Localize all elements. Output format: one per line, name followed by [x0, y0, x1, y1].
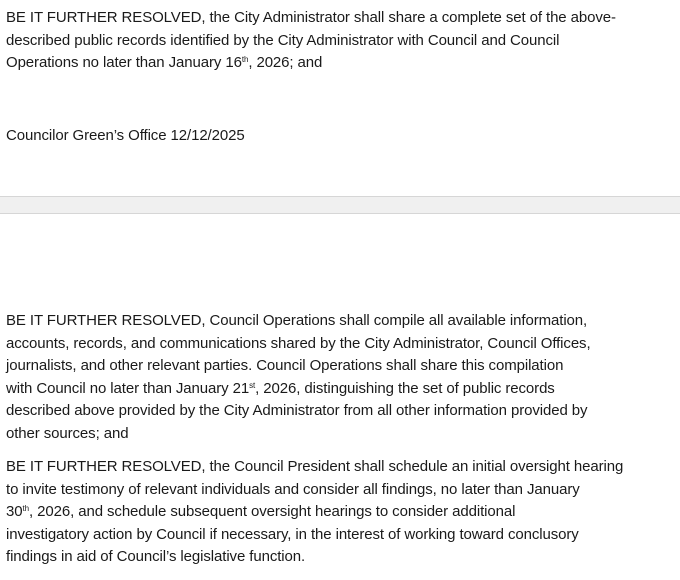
resolution-paragraph-compile — [6, 310, 646, 446]
text-line: accounts, records, and communications shared by the City Administrator, Council Offices, — [6, 334, 591, 352]
footer-text: Councilor Green’s Office 12/12/2025 — [6, 127, 245, 144]
text-line: investigatory action by Council if necessary, in the interest of working toward conclusory — [6, 525, 579, 543]
page-footer — [6, 125, 646, 148]
text-line: BE IT FURTHER RESOLVED, the City Administrator shall share a complete set of the above- — [6, 9, 616, 26]
text-line: described public records identified by the City Administrator with Council and Council — [6, 31, 560, 49]
ordinal-suffix: th — [22, 504, 29, 514]
text-run: , 2026; and — [248, 54, 323, 72]
text-run: Operations no later than January 16 — [6, 54, 242, 72]
text-line: journalists, and other relevant parties. Council Operations shall share this compilation — [6, 357, 564, 375]
text-line: other sources; and — [6, 424, 129, 442]
text-run: with Council no later than January 21 — [6, 379, 250, 397]
text-line: findings in aid of Council’s legislative function. — [6, 548, 306, 566]
text-run: , 2026, distinguishing the set of public records — [255, 379, 555, 397]
text-line: BE IT FURTHER RESOLVED, the Council President shall schedule an initial oversight hearing — [6, 458, 624, 475]
text-line: described above provided by the City Administrator from all other information provided by — [6, 402, 588, 420]
text-line — [6, 52, 646, 75]
text-line: BE IT FURTHER RESOLVED, Council Operations shall compile all available information, — [6, 312, 588, 329]
document-page-1 — [0, 0, 680, 196]
text-line: to invite testimony of relevant individuals and consider all findings, no later than January — [6, 480, 580, 498]
text-run: , 2026, and schedule subsequent oversight hearings to consider additional — [28, 503, 516, 521]
ordinal-suffix: th — [241, 55, 249, 65]
text-line — [6, 378, 646, 401]
document-page-2 — [0, 214, 680, 580]
text-run: 30 — [6, 503, 23, 521]
resolution-paragraph-records-share — [6, 7, 646, 75]
ordinal-suffix: st — [249, 380, 256, 390]
resolution-paragraph-hearing — [6, 456, 646, 569]
page-separator — [0, 196, 680, 214]
text-line — [6, 501, 646, 524]
